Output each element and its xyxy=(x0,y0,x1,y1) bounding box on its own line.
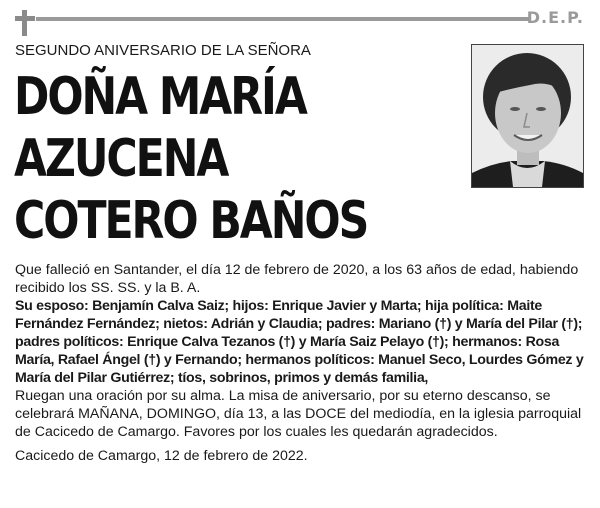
mass-announcement-text: Ruegan una oración por su alma. La misa de aniversario, por su eterno descanso, se celebrará MAÑANA, DOMINGO, día 13, a las DOCE del mediodía, en la iglesia parroquial de Cacicedo de Camargo. Favores por los cuales les quedarán agradecidos. xyxy=(15,388,582,440)
deceased-name xyxy=(14,66,383,252)
name-line-2: AZUCENA xyxy=(14,129,228,189)
dep-label: D.E.P. xyxy=(526,8,584,27)
portrait-icon xyxy=(472,45,583,187)
name-line-3: COTERO BAÑOS xyxy=(14,191,368,251)
closing-place-date: Cacicedo de Camargo, 12 de febrero de 2022. xyxy=(15,448,308,464)
notice-body xyxy=(15,261,587,465)
death-notice-text: Que falleció en Santander, el día 12 de febrero de 2020, a los 63 años de edad, habiendo recibido los SS. SS. y la B. A. xyxy=(15,262,579,296)
cross-icon xyxy=(15,10,35,36)
name-line-1: DOÑA MARÍA xyxy=(14,67,306,127)
family-list-text: Su esposo: Benjamín Calva Saiz; hijos: Enrique Javier y Marta; hija política: Maite Fernández Fernández; nietos: Adrián y Claudia; padres: Mariano (†) y María del Pilar (†); padres políticos: Enrique Calva Tezanos (†) y María Saiz Pelayo (†); hermanos: Rosa María, Rafael Ángel (†) y Fernando; hermanos políticos: Manuel Seco, Lourdes Gómez y María del Pilar Gutiérrez; tíos, sobrinos, primos y demás familia, xyxy=(15,298,584,386)
anniversary-subtitle: SEGUNDO ANIVERSARIO DE LA SEÑORA xyxy=(15,42,311,59)
header-rule xyxy=(36,17,530,21)
portrait-photo xyxy=(471,44,584,188)
